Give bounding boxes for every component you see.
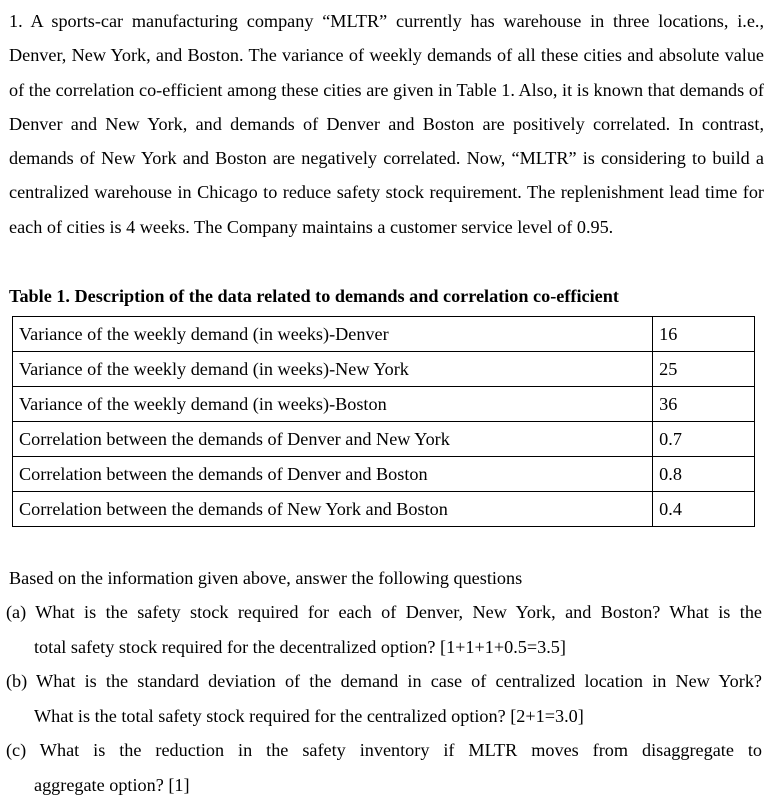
table-cell-label: Correlation between the demands of New York and Boston — [13, 492, 653, 527]
question-b — [6, 664, 762, 733]
table-cell-label: Variance of the weekly demand (in weeks)-Boston — [13, 387, 653, 422]
table-cell-label: Correlation between the demands of Denver and New York — [13, 422, 653, 457]
table-cell-label: Variance of the weekly demand (in weeks)-Denver — [13, 317, 653, 352]
question-line: (a) What is the safety stock required for each of Denver, New York, and Boston? What is the — [6, 602, 762, 622]
table-title: Table 1. Description of the data related to demands and correlation co-efficient — [9, 286, 619, 306]
question-a — [6, 595, 762, 664]
question-c — [6, 733, 762, 802]
table-cell-value: 36 — [653, 387, 755, 422]
table-row — [13, 457, 755, 492]
question-line: What is the total safety stock required for the centralized option? [2+1=3.0] — [34, 705, 584, 726]
table-row — [13, 387, 755, 422]
question-line: total safety stock required for the decentralized option? [1+1+1+0.5=3.5] — [34, 636, 566, 657]
table-cell-label: Correlation between the demands of Denver and Boston — [13, 457, 653, 492]
table-cell-value: 25 — [653, 352, 755, 387]
problem-statement: 1. A sports-car manufacturing company “MLTR” currently has warehouse in three locations, i.e., Denver, New York, and Boston. The variance of weekly demands of all these cities and absolute value of the correlation co-efficient among these cities are given in Table 1. Also, it is known that demands of Denver and New York, and demands of Denver and Boston are positively correlated. In contrast, demands of New York and Boston are negatively correlated. Now, “MLTR” is considering to build a centralized warehouse in Chicago to reduce safety stock requirement. The replenishment lead time for each of cities is 4 weeks. The Company maintains a customer service level of 0.95. — [9, 11, 764, 237]
table-row — [13, 422, 755, 457]
data-table — [12, 316, 755, 527]
table-row — [13, 317, 755, 352]
table-row — [13, 492, 755, 527]
table-cell-value: 0.8 — [653, 457, 755, 492]
questions-intro: Based on the information given above, answer the following questions — [9, 568, 523, 588]
table-row — [13, 352, 755, 387]
question-line: (b) What is the standard deviation of the demand in case of centralized location in New York? — [6, 671, 762, 691]
question-line: aggregate option? [1] — [34, 774, 190, 795]
table-cell-label: Variance of the weekly demand (in weeks)-New York — [13, 352, 653, 387]
table-cell-value: 0.4 — [653, 492, 755, 527]
table-cell-value: 16 — [653, 317, 755, 352]
table-cell-value: 0.7 — [653, 422, 755, 457]
question-line: (c) What is the reduction in the safety inventory if MLTR moves from disaggregate to — [6, 740, 762, 760]
